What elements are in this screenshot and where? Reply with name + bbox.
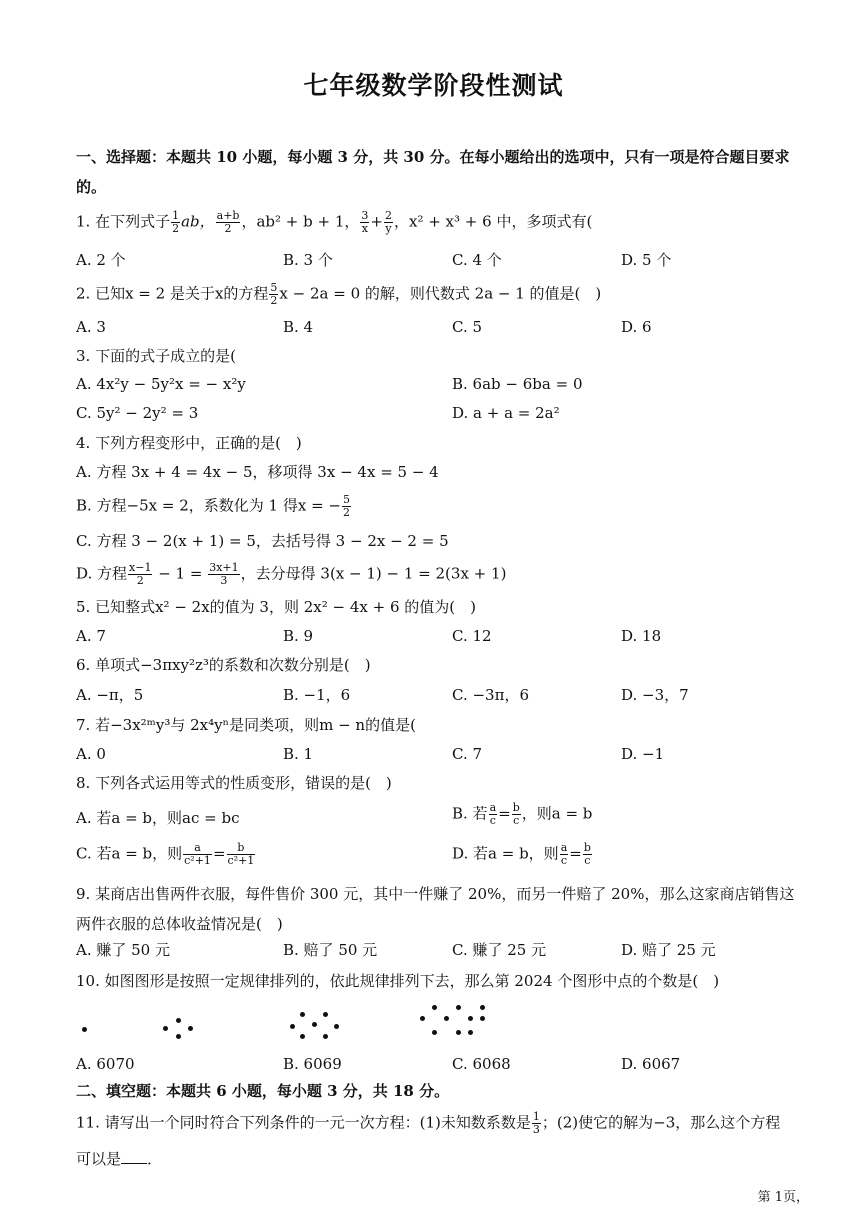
pattern-2-dot <box>176 1018 181 1023</box>
fraction-5-over-2-b: $\frac{5}{2}$ <box>343 493 350 519</box>
q2-option-d: D. 6 <box>621 318 652 336</box>
fraction-a-over-c-d: $\frac{a}{c}$ <box>560 841 568 867</box>
q3-option-a: A. 4x²y − 5y²x = − x²y <box>76 375 246 393</box>
q2-option-a: A. 3 <box>76 318 106 336</box>
q8-option-d: D. 若a = b，则 $\frac{a}{c}$ = $\frac{b}{c}$ <box>452 841 591 867</box>
pattern-2-dot <box>188 1026 193 1031</box>
question-4: 4. 下列方程变形中，正确的是( ) <box>76 434 302 452</box>
q6-option-a: A. −π，5 <box>76 686 144 704</box>
q4-option-c: C. 方程 3 − 2(x + 1) = 5，去括号得 3 − 2x − 2 = 5 <box>76 532 449 550</box>
question-3: 3. 下面的式子成立的是( <box>76 347 236 365</box>
question-8: 8. 下列各式运用等式的性质变形，错误的是( ) <box>76 774 392 792</box>
fraction-a-over-c2-plus-1: $\frac{a}{\text{c²+1}}$ <box>184 841 211 867</box>
pattern-4-dot <box>456 1030 461 1035</box>
pattern-4-dot <box>420 1016 425 1021</box>
pattern-4-dot <box>456 1005 461 1010</box>
fraction-b-over-c2-plus-1: $\frac{b}{\text{c²+1}}$ <box>227 841 255 867</box>
fraction-3x-plus-1-over-3: $\frac{3x+1}{3}$ <box>209 561 239 587</box>
question-11-line1: 11. 请写出一个同时符合下列条件的一元一次方程：(1)未知数系数是 $\frac{1}{3}$ ；(2)使它的解为−3，那么这个方程 <box>76 1110 781 1136</box>
q9-option-c: C. 赚了 25 元 <box>452 941 547 959</box>
q1-option-a: A. 2 个 <box>76 251 126 269</box>
q10-option-a: A. 6070 <box>76 1055 135 1073</box>
q6-option-b: B. −1，6 <box>283 686 351 704</box>
pattern-4-dot <box>432 1005 437 1010</box>
q3-option-c: C. 5y² − 2y² = 3 <box>76 404 199 422</box>
answer-blank[interactable] <box>121 1149 147 1164</box>
pattern-3-dot <box>323 1012 328 1017</box>
pattern-3-dot <box>300 1034 305 1039</box>
q10-option-b: B. 6069 <box>283 1055 342 1073</box>
question-2: 2. 已知x = 2 是关于x的方程 $\frac{5}{2}$ x − 2a = 0 的解，则代数式 2a − 1 的值是( ) <box>76 281 602 307</box>
q9-option-d: D. 赔了 25 元 <box>621 941 716 959</box>
q3-option-d: D. a + a = 2a² <box>452 404 560 422</box>
fraction-2-over-y: $\frac{2}{y}$ <box>384 209 392 235</box>
q7-option-d: D. −1 <box>621 745 665 763</box>
fraction-5-over-2: $\frac{5}{2}$ <box>270 281 278 307</box>
fraction-1-over-3: $\frac{1}{3}$ <box>532 1110 540 1136</box>
pattern-3-dot <box>290 1024 295 1029</box>
pattern-3-dot <box>334 1024 339 1029</box>
q7-option-b: B. 1 <box>283 745 314 763</box>
q6-option-d: D. −3，7 <box>621 686 689 704</box>
pattern-4-dot <box>468 1030 473 1035</box>
q5-option-b: B. 9 <box>283 627 314 645</box>
fraction-b-over-c: $\frac{b}{c}$ <box>512 801 520 827</box>
q10-option-c: C. 6068 <box>452 1055 511 1073</box>
pattern-3-dot <box>312 1022 317 1027</box>
q2-option-b: B. 4 <box>283 318 314 336</box>
fraction-x-minus-1-over-2: $\frac{x-1}{2}$ <box>129 561 152 587</box>
q7-option-c: C. 7 <box>452 745 483 763</box>
question-6: 6. 单项式−3πxy²z³的系数和次数分别是( ) <box>76 656 371 674</box>
q9-option-b: B. 赔了 50 元 <box>283 941 378 959</box>
page-number: 第 1页， <box>757 1190 809 1205</box>
q2-option-c: C. 5 <box>452 318 483 336</box>
pattern-3-dot <box>323 1034 328 1039</box>
q9-option-a: A. 赚了 50 元 <box>76 941 170 959</box>
fraction-b-over-c-d: $\frac{b}{c}$ <box>583 841 591 867</box>
question-7: 7. 若−3x²ᵐy³与 2x⁴yⁿ是同类项，则m − n的值是( <box>76 716 416 734</box>
pattern-2-dot <box>163 1026 168 1031</box>
q5-option-a: A. 7 <box>76 627 106 645</box>
pattern-4-dot <box>444 1016 449 1021</box>
question-5: 5. 已知整式x² − 2x的值为 3，则 2x² − 4x + 6 的值为( ) <box>76 598 476 616</box>
section-1-line1: 一、选择题：本题共 10 小题，每小题 3 分，共 30 分。在每小题给出的选项中，只有一项是符合题目要求 <box>76 148 790 166</box>
q1-option-b: B. 3 个 <box>283 251 333 269</box>
page-title: 七年级数学阶段性测试 <box>303 71 564 100</box>
q3-option-b: B. 6ab − 6ba = 0 <box>452 375 583 393</box>
q10-option-d: D. 6067 <box>621 1055 681 1073</box>
q5-option-d: D. 18 <box>621 627 662 645</box>
q8-option-c: C. 若a = b，则 $\frac{a}{\text{c²+1}}$ = $\frac{b}{\text{c²+1}}$ <box>76 841 255 867</box>
q6-option-c: C. −3π，6 <box>452 686 529 704</box>
q4-option-d: D. 方程 $\frac{x-1}{2}$ − 1 = $\frac{3x+1}{3}$ ，去分母得 3(x − 1) − 1 = 2(3x + 1) <box>76 561 507 587</box>
q1-option-c: C. 4 个 <box>452 251 502 269</box>
q8-option-b: B. 若 $\frac{a}{c}$ = $\frac{b}{c}$ ，则a = b <box>452 801 593 827</box>
q1-option-d: D. 5 个 <box>621 251 672 269</box>
pattern-4-dot <box>480 1005 485 1010</box>
section-1-line2: 的。 <box>76 178 107 196</box>
question-1: 1. 在下列式子 $\frac{1}{2}$ ab， $\frac{a+b}{2}$ ，ab² + b + 1， $\frac{3}{x}$ + $\frac{2}{y}$ ，x² + x³ + 6 中，多项式有( <box>76 209 593 235</box>
q5-option-c: C. 12 <box>452 627 492 645</box>
pattern-4-dot <box>432 1030 437 1035</box>
pattern-4-dot <box>468 1016 473 1021</box>
fraction-half: $\frac{1}{2}$ <box>172 209 180 235</box>
pattern-1-dot <box>82 1027 87 1032</box>
pattern-3-dot <box>300 1012 305 1017</box>
fraction-a-over-c: $\frac{a}{c}$ <box>489 801 497 827</box>
q8-option-a: A. 若a = b，则ac = bc <box>76 809 240 827</box>
section-2-heading: 二、填空题：本题共 6 小题，每小题 3 分，共 18 分。 <box>76 1082 450 1100</box>
q7-option-a: A. 0 <box>76 745 106 763</box>
question-11-line2: 可以是 ． <box>76 1150 163 1168</box>
pattern-2-dot <box>176 1034 181 1039</box>
question-10: 10. 如图图形是按照一定规律排列的，依此规律排列下去，那么第 2024 个图形中点的个数是( ) <box>76 972 720 990</box>
q4-option-b: B. 方程−5x = 2，系数化为 1 得x = − $\frac{5}{2}$ <box>76 493 350 519</box>
section-1-heading <box>76 142 796 202</box>
fraction-a-plus-b: $\frac{a+b}{2}$ <box>216 209 240 235</box>
question-9: 9. 某商店出售两件衣服，每件售价 300 元，其中一件赚了 20%，而另一件赔了 20%，那么这家商店销售这两件衣服的总体收益情况是( ) <box>76 885 795 933</box>
q4-option-a: A. 方程 3x + 4 = 4x − 5，移项得 3x − 4x = 5 − 4 <box>76 463 439 481</box>
fraction-3-over-x: $\frac{3}{x}$ <box>361 209 369 235</box>
pattern-4-dot <box>480 1016 485 1021</box>
